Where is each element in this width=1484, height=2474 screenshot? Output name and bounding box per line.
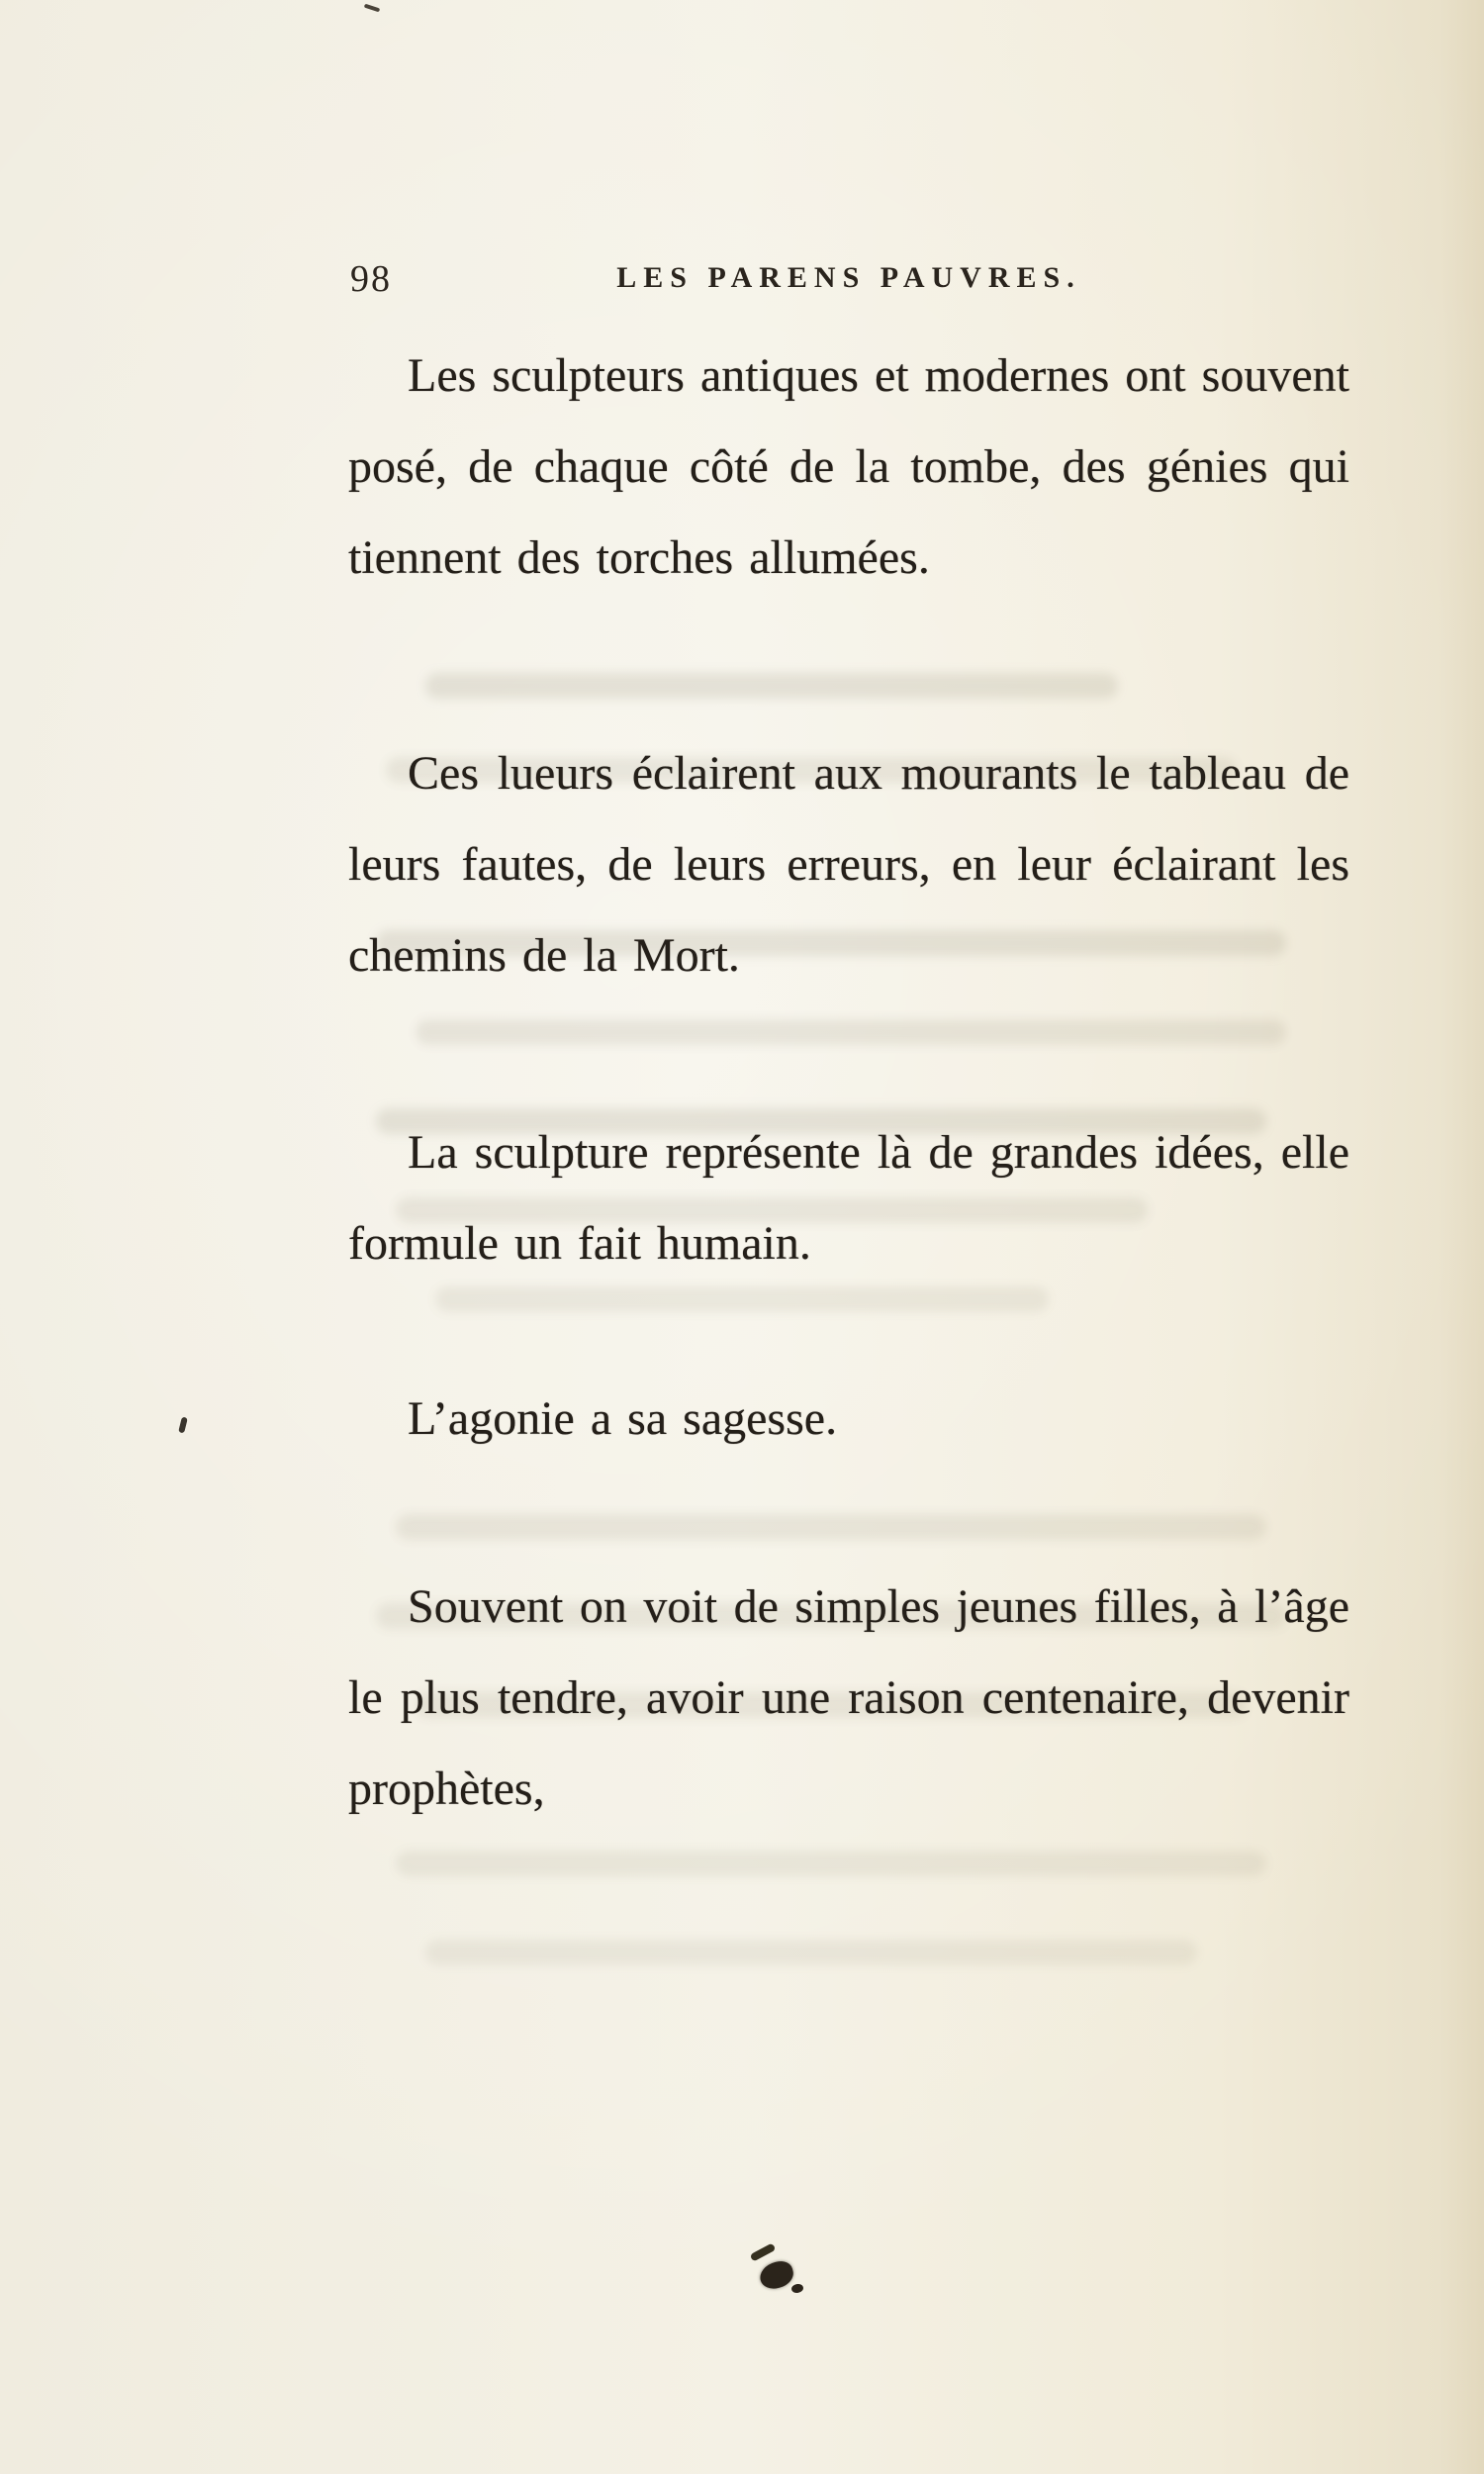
paragraph: L’agonie a sa sagesse. (408, 1392, 838, 1445)
ink-smudge-tail (750, 2242, 777, 2261)
paragraph: Les sculpteurs antiques et modernes ont souvent posé, de chaque côté de la tombe, des génies qui tiennent des torches allumées. (348, 349, 1349, 584)
bleed-through-smudge (425, 1940, 1197, 1965)
paragraph: La sculpture représente là de grandes idées, elle formule un fait humain. (348, 1126, 1349, 1270)
ink-smudge (748, 2246, 807, 2298)
ink-smudge-body (757, 2258, 795, 2291)
scan-edge-mark (364, 4, 380, 13)
running-title: LES PARENS PAUVRES. (616, 261, 1081, 294)
margin-speck (178, 1417, 188, 1434)
page-body (348, 331, 1349, 1835)
paragraph: Ces lueurs éclairent aux mourants le tableau de leurs fautes, de leurs erreurs, en leur éclairant les chemins de la Mort. (348, 747, 1349, 982)
page-number: 98 (350, 258, 392, 300)
ink-smudge-dot (790, 2283, 803, 2294)
bleed-through-smudge (396, 1851, 1266, 1876)
paragraph: Souvent on voit de simples jeunes filles, à l’âge le plus tendre, avoir une raison centenaire, devenir prophètes, (348, 1580, 1349, 1815)
page-header (348, 253, 1349, 303)
